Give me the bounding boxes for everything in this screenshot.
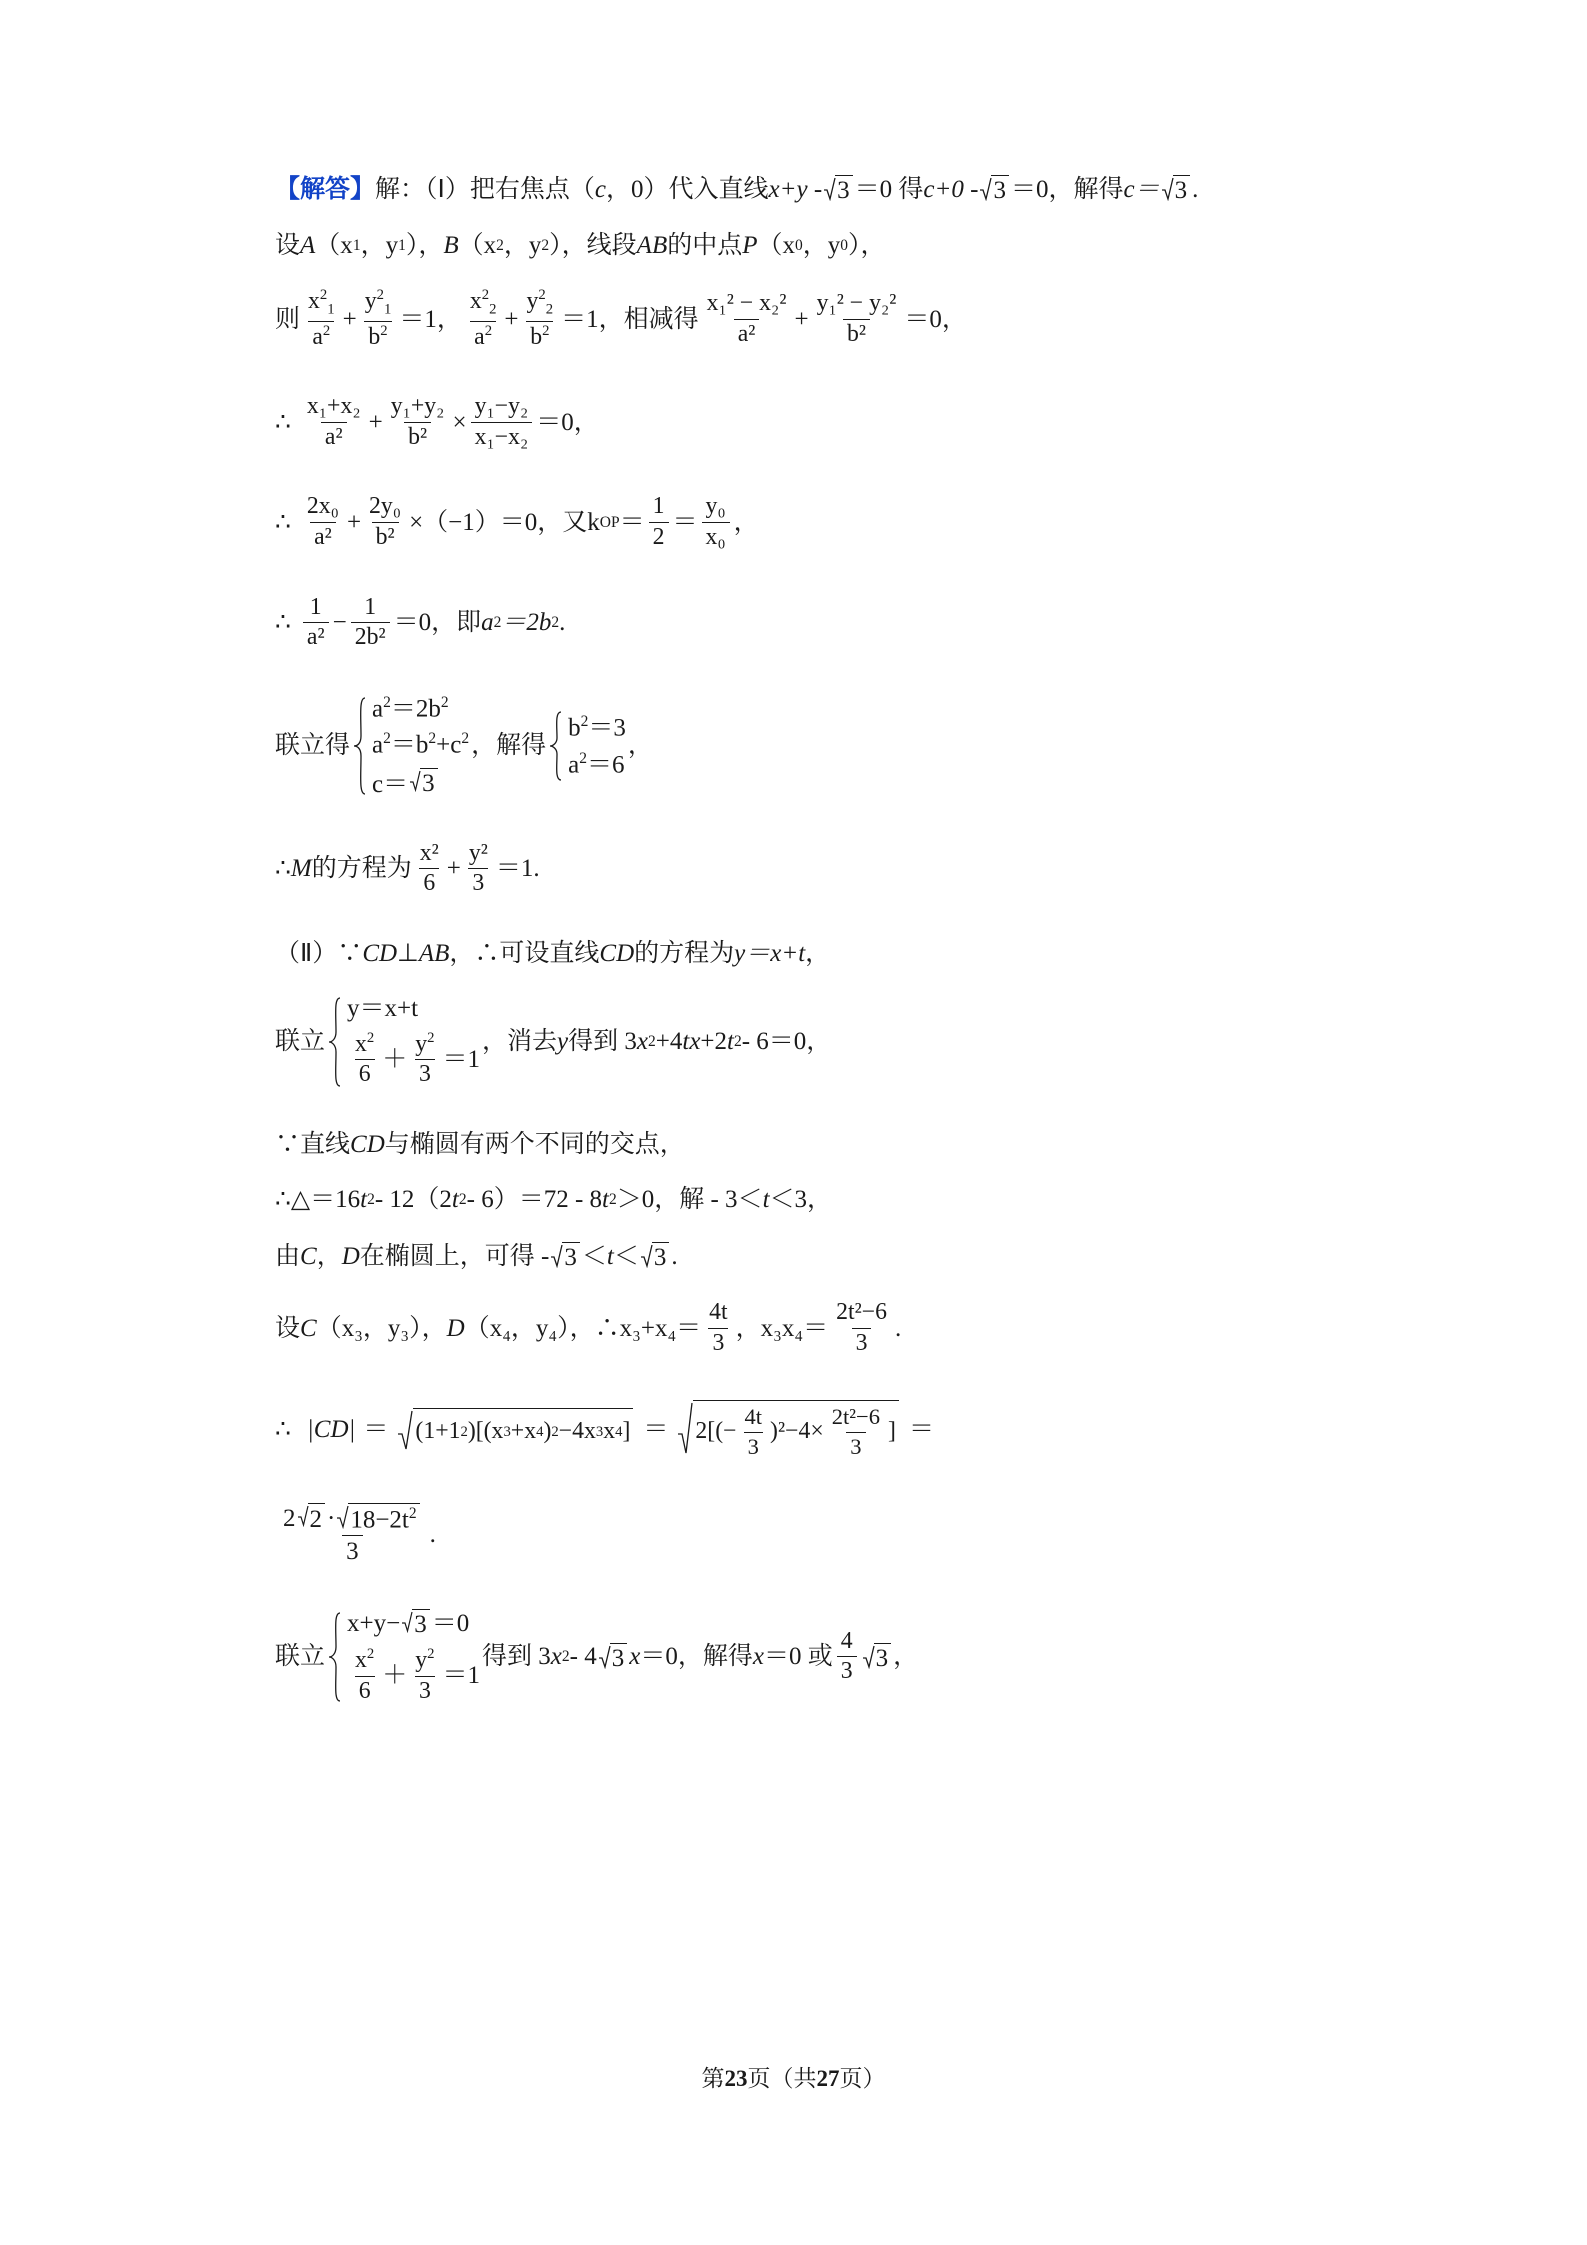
frac-2tsq6-3: [832, 1300, 891, 1356]
line15-cd: |CD|: [306, 1416, 356, 1444]
frac-4t-3b: $\frac{4t}{3}$: [744, 1404, 763, 1459]
answer-line-16: [275, 1503, 1337, 1565]
frac-den: $a^2$: [308, 321, 334, 351]
line2-p-end: ），: [848, 232, 886, 259]
line2-b-sub1: 2: [496, 236, 504, 254]
line17-t1: 得到 3: [482, 1643, 551, 1671]
frac-num: 2x₀: [306, 493, 339, 520]
line12-sup2: 2: [458, 1190, 467, 1208]
line17-x3: x: [752, 1643, 764, 1671]
sqrt-3-b: [980, 175, 1009, 203]
line1-text1: 解：（Ⅰ）把右焦点（: [375, 175, 595, 203]
line5-lead: ∴: [275, 509, 291, 537]
brace-left-4: [327, 1611, 343, 1703]
line1-text4: ＝0，解得: [1010, 175, 1124, 203]
frac-4-3: [837, 1629, 857, 1685]
line2-p-mid: ，y: [802, 232, 841, 259]
frac-xsq-6c: $\frac{x^2}{6}$: [355, 1646, 375, 1704]
line12-t4: t: [451, 1186, 459, 1214]
frac-den: $b^2$: [526, 321, 553, 351]
footer-total-pages: 27: [816, 2066, 840, 2091]
footer-suffix: 页）: [839, 2066, 886, 2091]
line9-AB: AB: [418, 939, 450, 967]
system-1-row-2: $a^2=b^2+c^2$: [372, 730, 470, 759]
frac-den: a²: [303, 622, 329, 651]
line15-eq3: ＝: [908, 1416, 934, 1444]
answer-line-17: [275, 1609, 1337, 1704]
line17-t2: - 4: [569, 1643, 597, 1671]
system-1-rows: [368, 695, 469, 797]
frac-den: 2: [649, 522, 669, 551]
line13-D: D: [341, 1242, 360, 1270]
sqrt-3-e-body: 3: [652, 1242, 670, 1270]
line12-t2: t: [360, 1186, 368, 1214]
line5-k-sub: OP: [599, 513, 620, 531]
line2-text2: 的中点: [667, 232, 743, 259]
line5-keq: ＝: [619, 509, 645, 537]
line17-t4: ＝0 或: [763, 1643, 833, 1671]
frac-slope: [471, 394, 533, 450]
answer-line-1: [275, 175, 1337, 203]
answer-line-8: [275, 841, 1337, 897]
frac-den: 3: [468, 868, 488, 897]
line6-res-sup: 2: [493, 614, 502, 632]
answer-line-10: [275, 996, 1337, 1088]
line3-plus1: +: [342, 305, 357, 333]
frac-num: y²: [468, 839, 488, 866]
line2-p-args: （x: [757, 232, 796, 259]
line2-b-mid: ，y: [503, 232, 542, 259]
frac-den: 3: [342, 1535, 363, 1565]
frac-den: b²: [372, 522, 399, 551]
line4-times: ×: [452, 408, 467, 436]
line16-dot: .: [429, 1520, 436, 1548]
sqrt-3-a-body: 3: [835, 175, 853, 203]
answer-line-5: [275, 494, 1337, 550]
line9-eqn: y＝x+t: [734, 939, 806, 967]
answer-line-4: [275, 394, 1337, 450]
answer-line-9: [275, 941, 1337, 966]
line15-eq1: ＝: [363, 1416, 389, 1444]
answer-line-12: [275, 1187, 1337, 1212]
frac-sumy-bsq: [387, 394, 449, 450]
frac-half: [649, 494, 669, 550]
line3-lead: 则: [275, 305, 301, 333]
line9-CD2: CD: [599, 939, 635, 967]
line2-a-args: （x: [315, 232, 353, 259]
line1-text3: ＝0 得: [854, 175, 924, 203]
frac-den: x₁−x₂: [471, 422, 533, 451]
line6-minus: −: [332, 609, 347, 637]
line10-sup2: 2: [733, 1033, 742, 1051]
line9-perp: ⊥: [397, 939, 419, 967]
answer-line-11: [275, 1132, 1337, 1157]
line2-AB: AB: [636, 232, 668, 259]
system-2-row-1: $b^2=3$: [568, 713, 626, 742]
frac-num: 2y₀: [369, 493, 402, 520]
frac-num: 1: [652, 493, 665, 520]
frac-cd-result: [279, 1503, 426, 1565]
line17-end: ，: [893, 1643, 919, 1671]
line6-res2-sup: 2: [551, 614, 560, 632]
frac-xsq-6: [416, 841, 443, 897]
line5-plus: +: [346, 509, 362, 537]
sqrt-3-d: [551, 1242, 580, 1270]
system-4-row-2: $\frac{x^2}{6}$ ＋ $\frac{y^2}{3}$ ＝1: [347, 1647, 480, 1704]
line13-t1: 由: [275, 1242, 301, 1270]
answer-line-15: [275, 1400, 1337, 1459]
frac-num: 4: [840, 1627, 853, 1654]
line6-lead: ∴: [275, 609, 291, 637]
frac-2x0-asq: [303, 494, 343, 550]
system-3-row-2: $\frac{x^2}{6}$ ＋ $\frac{y^2}{3}$ ＝1: [347, 1031, 480, 1088]
frac-y2sq-bsq: [523, 288, 558, 350]
brace-left-3: [327, 996, 343, 1088]
line4-plus: +: [368, 408, 383, 436]
sqrt-cd-expr2-body: 2[(− $\frac{4t}{3}$ )²−4× $\frac{\text{2t²−6}}{3}$ ]: [693, 1400, 899, 1459]
system-1: [352, 695, 469, 797]
frac-ysq-3b: $\frac{y^2}{3}$: [415, 1029, 435, 1088]
line5-times: ×（−1）＝0，又: [409, 509, 588, 537]
line6-res2: ＝2b: [501, 609, 552, 637]
frac-2y0-bsq: [365, 494, 405, 550]
line8-M: M: [290, 855, 312, 883]
line17-sup: 2: [561, 1648, 570, 1666]
line10-t6: - 6＝0，: [741, 1028, 832, 1056]
line10-tx: tx: [682, 1028, 701, 1056]
line1-ceq: c＝: [1123, 175, 1160, 203]
line7-mid: ，解得: [471, 732, 547, 760]
frac-num: y₁−y₂: [474, 393, 529, 420]
frac-num: $x^2_1$: [308, 287, 335, 318]
frac-num: y₁² − y₂²: [816, 289, 897, 316]
line9-end: ，: [805, 939, 831, 967]
sqrt-cd-expr1: [398, 1408, 633, 1452]
line17-x2: x: [629, 1643, 641, 1671]
frac-num: x₁² − x₂²: [706, 289, 787, 316]
frac-den: b²: [843, 319, 870, 348]
system-4-rows: [343, 1609, 480, 1704]
system-2-row-2: $a^2=6$: [568, 749, 625, 779]
system-3-rows: [343, 996, 480, 1088]
line17-lead: 联立: [275, 1643, 326, 1671]
line3-eq2: ＝1，相减得: [561, 305, 699, 333]
line1-c0: c+0 -: [923, 175, 979, 203]
line10-lead: 联立: [275, 1028, 326, 1056]
line12-t8: t: [762, 1186, 770, 1214]
frac-num: 1: [309, 593, 322, 620]
frac-den: 3: [852, 1328, 872, 1357]
system-1-row-1: $a^2=2b^2$: [372, 693, 449, 723]
line14-t1: 设: [275, 1314, 301, 1342]
sqrt-cd-expr2: [678, 1400, 899, 1459]
frac-x1sq-asq: [304, 288, 339, 350]
sqrt-3-f: [599, 1643, 628, 1671]
line12-t6: t: [602, 1186, 609, 1214]
answer-line-7: [275, 695, 1337, 797]
line3-eq1: ＝1，: [399, 305, 462, 333]
frac-num: $y^2_2$: [526, 287, 554, 318]
page-footer: [0, 2060, 1587, 2093]
line12-t5: - 6）＝72 - 8: [466, 1186, 603, 1214]
answer-line-6: [275, 595, 1337, 651]
frac-den: a²: [310, 522, 336, 551]
line13-t3: 在椭圆上，可得 -: [359, 1242, 550, 1270]
line1-dot: .: [1192, 175, 1199, 203]
line12-t9: ＜3，: [769, 1186, 833, 1214]
line13-lt2: ＜: [613, 1242, 639, 1270]
sqrt-3-d-body: 3: [562, 1242, 580, 1270]
line10-t3: +4: [655, 1028, 683, 1056]
frac-num: y₀: [705, 493, 726, 520]
frac-x2sq-asq: [466, 288, 501, 350]
line14-c-args: （x₃，y₃），: [316, 1314, 447, 1342]
system-3-row-1: y＝x+t: [347, 994, 419, 1022]
sqrt-3-g-body: 3: [874, 1643, 892, 1671]
answer-line-13: [275, 1242, 1337, 1270]
sqrt-3-sys2: 3: [402, 1609, 430, 1637]
system-4-row-1: x+y− 3 ＝0: [347, 1609, 470, 1639]
line2-text1: 设: [275, 232, 301, 259]
line6-eq: ＝0，即: [393, 609, 482, 637]
system-2-rows: [564, 714, 626, 777]
line10-x2: x: [636, 1028, 649, 1056]
line2-p-sub1: 0: [795, 236, 803, 254]
line5-k: k: [587, 509, 600, 537]
frac-sumx-asq: [303, 394, 365, 450]
line15-lead: ∴: [275, 1416, 291, 1444]
line12-t3: - 12（2: [374, 1186, 452, 1214]
frac-num: $x^2_2$: [469, 287, 497, 318]
frac-den: 3: [837, 1656, 857, 1685]
line10-t1: ，消去: [482, 1028, 558, 1056]
frac-den: a²: [734, 319, 760, 348]
line4-lead: ∴: [275, 408, 291, 436]
sqrt-3-f-body: 3: [610, 1643, 628, 1671]
line14-comma: ，: [735, 1314, 761, 1342]
sqrt-3-c: [1162, 175, 1191, 203]
line13-t2: ，: [316, 1242, 342, 1270]
line10-t5: t: [727, 1028, 734, 1056]
frac-y1sq-bsq: [361, 288, 396, 350]
frac-num: x₁+x₂: [306, 393, 361, 420]
line2-b-args: （x: [458, 232, 497, 259]
sqrt-3-e: [641, 1242, 670, 1270]
line13-t: t: [606, 1242, 614, 1270]
line8-text: 的方程为: [311, 855, 412, 883]
frac-den: $b^2$: [364, 321, 391, 351]
line10-t2: 得到 3: [568, 1028, 637, 1056]
frac-diffy-bsq: [813, 291, 901, 347]
frac-y0-x0: [702, 494, 730, 550]
line10-y: y: [557, 1028, 569, 1056]
line15-eq2: ＝: [643, 1416, 669, 1444]
footer-middle: 页（共: [747, 2066, 817, 2091]
frac-den: $a^2$: [470, 321, 496, 351]
line17-t3: ＝0，解得: [640, 1643, 753, 1671]
frac-ysq-3c: $\frac{y^2}{3}$: [415, 1646, 435, 1704]
sqrt-3-c-body: 3: [1173, 175, 1191, 203]
line2-b-end: ），线段: [549, 232, 637, 259]
system-2: [548, 710, 626, 782]
frac-4t-3: [705, 1300, 731, 1356]
line13-C: C: [300, 1242, 317, 1270]
line14-s2: x₃x₄＝: [760, 1314, 829, 1342]
line12-t1: ∴△＝16: [275, 1186, 361, 1214]
line12-sup1: 2: [367, 1190, 375, 1208]
line7-lead: 联立得: [275, 732, 351, 760]
frac-2tsq6-3b: $\frac{\text{2t²−6}}{3}$: [831, 1404, 881, 1459]
line14-d-args: （x₄，y₄），∴: [464, 1314, 620, 1342]
frac-num: 4t: [709, 1299, 728, 1326]
line8-eq: ＝1.: [495, 855, 540, 883]
sqrt-18-2tsq: $18-2t^2$: [337, 1503, 419, 1533]
line13-dot: .: [671, 1242, 678, 1270]
brace-left-1: [352, 696, 368, 796]
line9-t2: ，∴可设直线: [449, 939, 600, 967]
frac-den: 2b²: [351, 622, 390, 651]
frac-diffx-asq: [703, 291, 791, 347]
line2-a-sub2: 1: [398, 236, 406, 254]
line12-sup3: 2: [608, 1190, 617, 1208]
line2-p-sub2: 0: [840, 236, 849, 254]
sqrt-3-sys: 3: [410, 768, 438, 796]
system-4: [327, 1609, 480, 1704]
line2-a-end: ），: [405, 232, 444, 259]
frac-num: y₁+y₂: [390, 393, 445, 420]
frac-den: x₀: [702, 522, 730, 551]
line12-t7: ＞0，解 - 3＜: [616, 1186, 763, 1214]
sqrt-cd-expr1-body: (1+1 2 )[(x 3 +x 4 ) 2 −4x 3 x 4 ]: [413, 1408, 633, 1452]
line8-plus: +: [446, 855, 461, 883]
line17-x: x: [550, 1643, 562, 1671]
line11-t1: ∵直线: [275, 1131, 351, 1159]
line2-a-sub1: 1: [352, 236, 361, 254]
line3-eq3: ＝0，: [904, 305, 967, 333]
line14-D: D: [446, 1314, 465, 1342]
footer-page-number: 23: [724, 2066, 748, 2091]
line9-t3: 的方程为: [634, 939, 735, 967]
frac-1-asq: [303, 595, 329, 651]
frac-ysq-3: [465, 841, 492, 897]
line2-a-mid: ，y: [360, 232, 399, 259]
footer-prefix: 第: [701, 2066, 725, 2091]
line3-plus2: +: [504, 305, 519, 333]
line2-A: A: [300, 232, 316, 259]
frac-1-2bsq: [351, 595, 390, 651]
line1-c: c: [594, 175, 606, 203]
line6-res: a: [481, 609, 494, 637]
line7-end: ，: [627, 732, 653, 760]
frac-num: 1: [364, 593, 377, 620]
frac-num: 2t²−6: [836, 1299, 887, 1326]
line2-B: B: [443, 232, 459, 259]
sqrt-3-a: [824, 175, 853, 203]
line14-s1: x₃+x₄＝: [619, 1314, 702, 1342]
frac-num: 2 2 · $18-2t^2$: [279, 1503, 426, 1535]
line4-eq: ＝0，: [536, 408, 599, 436]
answer-line-14: [275, 1300, 1337, 1356]
line3-plus3: +: [794, 305, 809, 333]
line6-dot: .: [559, 609, 566, 637]
line2-b-sub2: 2: [541, 236, 550, 254]
frac-den: 3: [708, 1328, 728, 1357]
line2-P: P: [742, 232, 758, 259]
system-3: [327, 996, 480, 1088]
frac-num: $y^2_1$: [364, 287, 392, 318]
line9-t1: （Ⅱ）∵: [275, 939, 363, 967]
line1-text2: ，0）代入直线: [606, 175, 769, 203]
frac-den: 6: [419, 868, 439, 897]
sqrt-3-b-body: 3: [991, 175, 1009, 203]
line14-dot: .: [894, 1314, 902, 1342]
line13-lt1: ＜: [581, 1242, 607, 1270]
line1-equation: x+y -: [768, 175, 823, 203]
line14-C: C: [300, 1314, 317, 1342]
sqrt-2-num: 2: [298, 1503, 326, 1533]
frac-num: x²: [419, 839, 439, 866]
line10-t4: +2: [700, 1028, 728, 1056]
line10-sup: 2: [648, 1033, 656, 1051]
frac-xsq-6b: $\frac{x^2}{6}$: [355, 1029, 375, 1088]
frac-den: b²: [404, 422, 431, 451]
line11-t2: 与椭圆有两个不同的交点，: [384, 1131, 685, 1159]
line5-end: ，: [733, 509, 759, 537]
answer-line-2: [275, 233, 1337, 258]
line11-CD: CD: [350, 1131, 385, 1159]
line5-eq2: ＝: [672, 509, 698, 537]
answer-line-3: [275, 288, 1337, 350]
brace-left-2: [548, 710, 564, 782]
frac-den: a²: [321, 422, 347, 451]
system-1-row-3: c＝ 3: [372, 768, 469, 797]
sqrt-3-g: [863, 1643, 892, 1671]
line9-CD: CD: [362, 939, 398, 967]
line8-lead: ∴: [275, 855, 291, 883]
answer-tag: 【解答】: [275, 175, 376, 203]
